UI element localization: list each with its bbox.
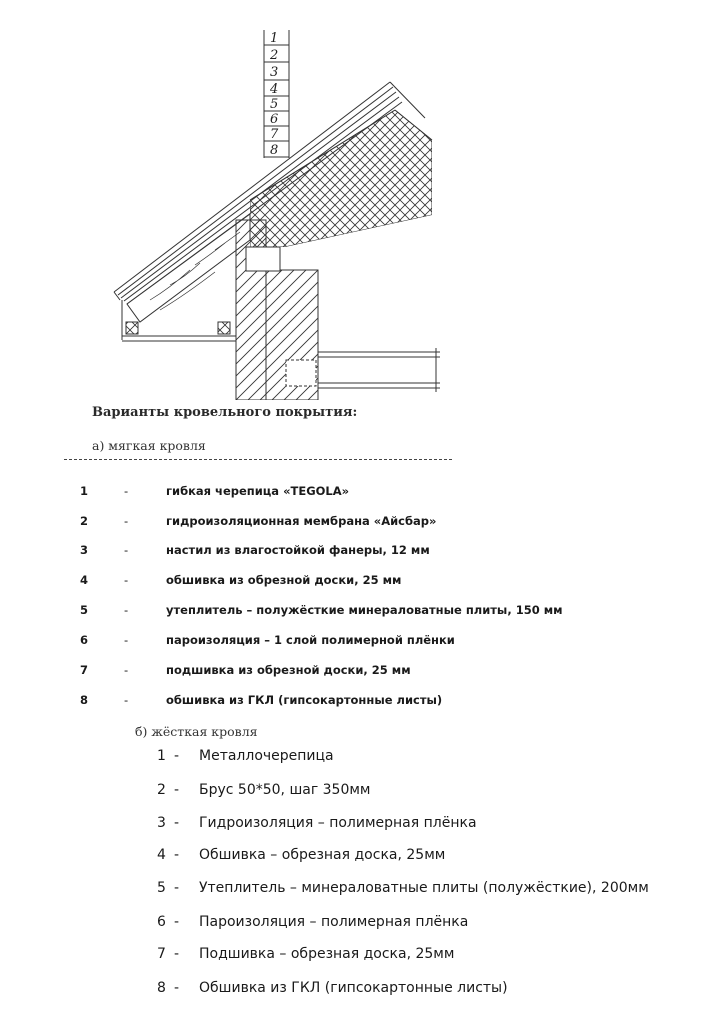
item-text: настил из влагостойкой фанеры, 12 мм <box>166 543 430 557</box>
divider <box>64 459 452 460</box>
item-text: Утеплитель – минераловатные плиты (полужёсткие), 200мм <box>199 880 649 896</box>
item-number: 7 <box>80 663 89 677</box>
item-number: 3 <box>157 815 166 831</box>
layer-label-column <box>264 30 289 158</box>
item-text: Пароизоляция – полимерная плёнка <box>199 914 469 930</box>
item-dash: - <box>124 663 129 677</box>
layer-label: 7 <box>270 127 279 142</box>
item-number: 1 <box>80 484 89 498</box>
item-text: обшивка из обрезной доски, 25 мм <box>166 573 402 587</box>
roof-section-drawing <box>0 0 708 400</box>
item-dash: - <box>124 693 129 707</box>
roof-options-heading: Варианты кровельного покрытия: <box>92 405 358 420</box>
layer-label: 3 <box>270 65 279 80</box>
item-text: пароизоляция – 1 слой полимерной плёнки <box>166 633 455 647</box>
item-text: Брус 50*50, шаг 350мм <box>199 782 371 798</box>
item-dash: - <box>124 573 129 587</box>
item-dash: - <box>174 946 180 962</box>
item-text: Подшивка – обрезная доска, 25мм <box>199 946 455 962</box>
item-dash: - <box>124 514 129 528</box>
item-text: Гидроизоляция – полимерная плёнка <box>199 815 477 831</box>
item-dash: - <box>174 815 180 831</box>
item-dash: - <box>124 633 129 647</box>
item-dash: - <box>174 880 180 896</box>
item-text: Обшивка из ГКЛ (гипсокартонные листы) <box>199 980 508 996</box>
item-number: 8 <box>80 693 89 707</box>
item-dash: - <box>174 748 180 764</box>
item-text: обшивка из ГКЛ (гипсокартонные листы) <box>166 693 443 707</box>
item-dash: - <box>174 914 180 930</box>
item-number: 6 <box>80 633 89 647</box>
layer-label: 8 <box>270 143 279 158</box>
item-dash: - <box>124 543 129 557</box>
item-number: 4 <box>157 847 166 863</box>
item-number: 5 <box>80 603 89 617</box>
item-number: 2 <box>157 782 166 798</box>
item-text: гибкая черепица «TEGOLA» <box>166 484 350 498</box>
item-dash: - <box>174 980 180 996</box>
layer-label: 1 <box>270 31 279 46</box>
item-dash: - <box>124 603 129 617</box>
item-number: 8 <box>157 980 166 996</box>
item-text: Обшивка – обрезная доска, 25мм <box>199 847 446 863</box>
item-text: гидроизоляционная мембрана «Айсбар» <box>166 514 437 528</box>
item-number: 6 <box>157 914 166 930</box>
item-number: 3 <box>80 543 89 557</box>
layer-label: 4 <box>270 82 279 97</box>
item-dash: - <box>124 484 129 498</box>
item-number: 4 <box>80 573 89 587</box>
item-number: 5 <box>157 880 166 896</box>
item-text: подшивка из обрезной доски, 25 мм <box>166 663 411 677</box>
layer-label: 2 <box>270 48 279 63</box>
layer-label: 6 <box>270 112 279 127</box>
layer-label: 5 <box>270 97 279 112</box>
hard-roof-title: б) жёсткая кровля <box>135 724 258 739</box>
item-number: 2 <box>80 514 89 528</box>
item-number: 1 <box>157 748 166 764</box>
item-text: Металлочерепица <box>199 748 334 764</box>
soft-roof-title: а) мягкая кровля <box>92 438 206 453</box>
item-text: утеплитель – полужёсткие минераловатные плиты, 150 мм <box>166 603 563 617</box>
item-number: 7 <box>157 946 166 962</box>
item-dash: - <box>174 847 180 863</box>
item-dash: - <box>174 782 180 798</box>
